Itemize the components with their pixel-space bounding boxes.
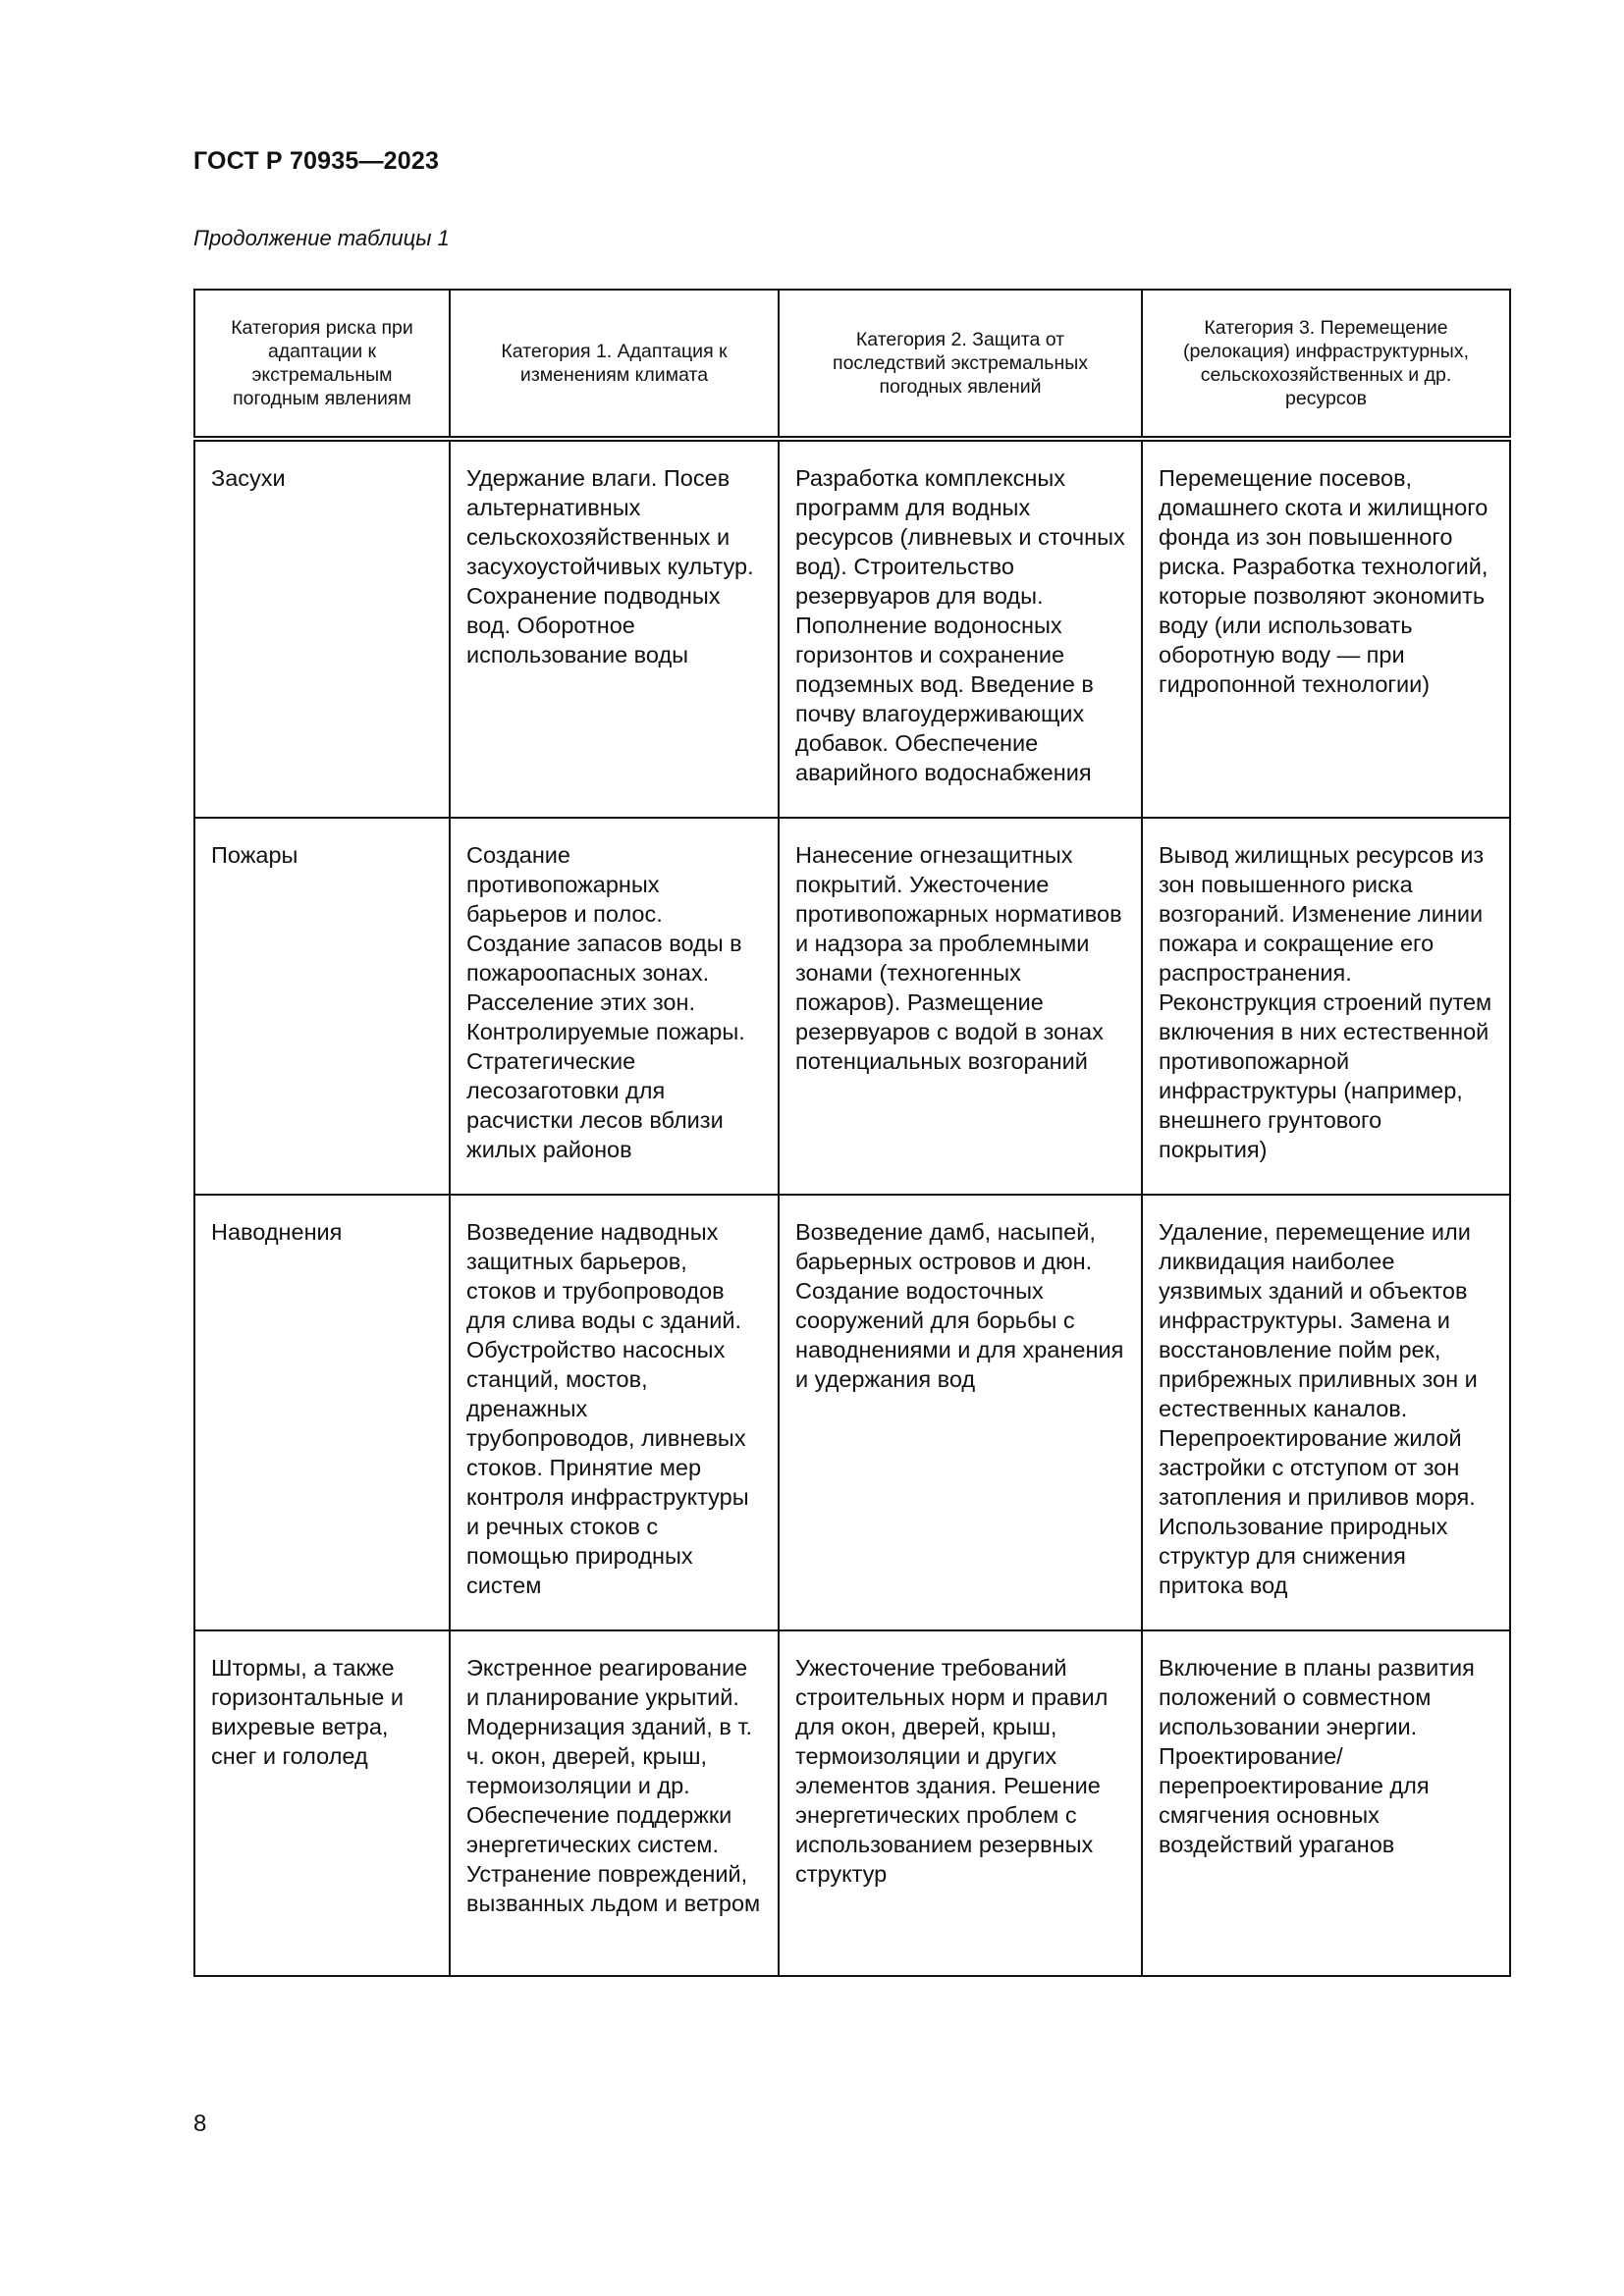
cell-cat1: Экстренное реагирование и планирование укрытий. Модернизация зданий, в т. ч. окон, дверей, крыш, термоизоляции и др. Обеспечение поддержки энергетических систем. Устранение повреждений, вызванных льдом и ветром <box>450 1630 779 1976</box>
page-number: 8 <box>193 2110 207 2137</box>
cell-risk: Наводнения <box>194 1195 450 1630</box>
cell-cat1: Создание противопожарных барьеров и полос. Создание запасов воды в пожароопасных зонах. Расселение этих зон. Контролируемые пожары. Стратегические лесозаготовки для расчистки лесов вблизи жилых районов <box>450 818 779 1195</box>
cell-cat2: Разработка комплексных программ для водных ресурсов (ливневых и сточных вод). Строительство резервуаров для воды. Пополнение водоносных горизонтов и сохранение подземных вод. Введение в почву влагоудерживающих добавок. Обеспечение аварийного водоснабжения <box>779 439 1142 818</box>
document-code: ГОСТ Р 70935—2023 <box>193 147 440 175</box>
cell-risk: Пожары <box>194 818 450 1195</box>
cell-cat3: Удаление, перемещение или ликвидация наиболее уязвимых зданий и объектов инфраструктуры. Замена и восстановление пойм рек, прибрежных приливных зон и естественных каналов. Перепроектирование жилой застройки с отступом от зон затопления и приливов моря. Использование природных структур для снижения притока вод <box>1142 1195 1510 1630</box>
cell-cat2: Возведение дамб, насыпей, барьерных островов и дюн. Создание водосточных сооружений для борьбы с наводнениями и для хранения и удержания вод <box>779 1195 1142 1630</box>
column-header-cat2: Категория 2. Защита от последствий экстремальных погодных явлений <box>779 290 1142 439</box>
risk-adaptation-table <box>193 289 1511 1977</box>
cell-cat3: Вывод жилищных ресурсов из зон повышенного риска возгораний. Изменение линии пожара и сокращение его распространения. Реконструкция строений путем включения в них естественной противопожарной инфраструктуры (например, внешнего грунтового покрытия) <box>1142 818 1510 1195</box>
cell-cat2: Ужесточение требований строительных норм и правил для окон, дверей, крыш, термоизоляции и других элементов здания. Решение энергетических проблем с использованием резервных структур <box>779 1630 1142 1976</box>
table-row <box>194 1195 1510 1630</box>
column-header-risk: Категория риска при адаптации к экстремальным погодным явлениям <box>194 290 450 439</box>
cell-risk: Засухи <box>194 439 450 818</box>
table-caption: Продолжение таблицы 1 <box>193 226 450 250</box>
table-row <box>194 818 1510 1195</box>
cell-cat3: Включение в планы развития положений о совместном использовании энергии. Проектирование/перепроектирование для смягчения основных воздействий ураганов <box>1142 1630 1510 1976</box>
cell-cat1: Возведение надводных защитных барьеров, стоков и трубопроводов для слива воды с зданий. Обустройство насосных станций, мостов, дренажных трубопроводов, ливневых стоков. Принятие мер контроля инфраструктуры и речных стоков с помощью природных систем <box>450 1195 779 1630</box>
table-row <box>194 439 1510 818</box>
table-header-row <box>194 290 1510 439</box>
cell-cat2: Нанесение огнезащитных покрытий. Ужесточение противопожарных нормативов и надзора за проблемными зонами (техногенных пожаров). Размещение резервуаров с водой в зонах потенциальных возгораний <box>779 818 1142 1195</box>
cell-cat1: Удержание влаги. Посев альтернативных сельскохозяйственных и засухоустойчивых культур. Сохранение подводных вод. Оборотное использование воды <box>450 439 779 818</box>
column-header-cat1: Категория 1. Адаптация к изменениям климата <box>450 290 779 439</box>
table-row <box>194 1630 1510 1976</box>
column-header-cat3: Категория 3. Перемещение (релокация) инфраструктурных, сельскохозяйственных и др. ресурсов <box>1142 290 1510 439</box>
cell-cat3: Перемещение посевов, домашнего скота и жилищного фонда из зон повышенного риска. Разработка технологий, которые позволяют экономить воду (или использовать оборотную воду — при гидропонной технологии) <box>1142 439 1510 818</box>
cell-risk: Штормы, а также горизонтальные и вихревые ветра, снег и гололед <box>194 1630 450 1976</box>
